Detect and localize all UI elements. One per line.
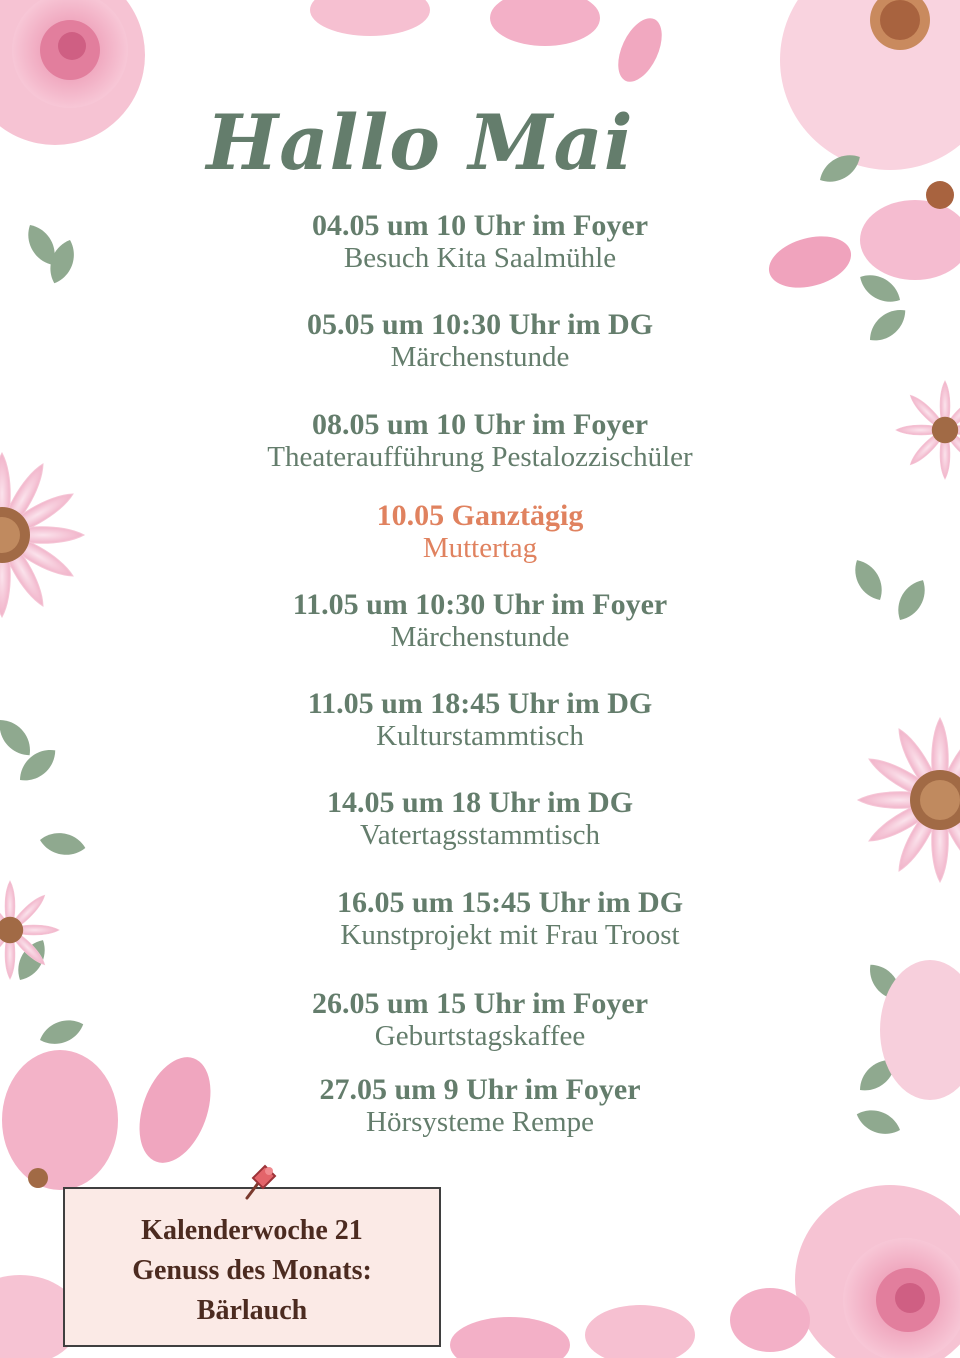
event-description: Theateraufführung Pestalozzischüler <box>267 441 693 473</box>
note-item: Bärlauch <box>196 1295 308 1326</box>
note-week: Kalenderwoche 21 <box>141 1215 363 1246</box>
event-item <box>210 887 810 951</box>
event-item <box>180 988 780 1052</box>
event-heading: 27.05 um 9 Uhr im Foyer <box>319 1073 641 1106</box>
event-heading: 11.05 um 18:45 Uhr im DG <box>307 687 653 720</box>
event-description: Märchenstunde <box>390 621 570 653</box>
blossom-top <box>310 0 671 88</box>
event-item <box>180 309 780 373</box>
note-label: Genuss des Monats: <box>132 1255 372 1286</box>
event-heading: 16.05 um 15:45 Uhr im DG <box>336 886 684 919</box>
daisy-right-small <box>896 381 960 479</box>
event-heading: 04.05 um 10 Uhr im Foyer <box>311 209 649 242</box>
event-heading: 14.05 um 18 Uhr im DG <box>326 786 634 819</box>
daisy-left <box>0 453 84 617</box>
daisy-right <box>858 718 960 882</box>
event-description: Kulturstammtisch <box>376 720 584 752</box>
event-description: Vatertagsstammtisch <box>359 819 600 851</box>
note-card <box>63 1187 441 1347</box>
event-item <box>180 1074 780 1138</box>
event-description: Besuch Kita Saalmühle <box>343 242 617 274</box>
event-description: Hörsysteme Rempe <box>366 1106 594 1138</box>
event-item <box>180 787 780 851</box>
page-title: Hallo Mai <box>206 98 634 187</box>
event-description: Kunstprojekt mit Frau Troost <box>340 919 680 951</box>
rose-bottom-right <box>795 1185 960 1358</box>
event-heading: 08.05 um 10 Uhr im Foyer <box>311 408 649 441</box>
event-item <box>180 688 780 752</box>
pushpin-icon <box>243 1162 279 1202</box>
event-heading: 26.05 um 15 Uhr im Foyer <box>311 987 649 1020</box>
event-heading: 05.05 um 10:30 Uhr im DG <box>306 308 654 341</box>
event-heading: 11.05 um 10:30 Uhr im Foyer <box>292 588 668 621</box>
event-description: Geburtstagskaffee <box>374 1020 586 1052</box>
event-item <box>180 409 780 473</box>
event-heading: 10.05 Ganztägig <box>376 499 584 532</box>
event-item <box>180 210 780 274</box>
blossom-bottom <box>450 1288 810 1358</box>
event-description: Märchenstunde <box>390 341 570 373</box>
event-item-highlight <box>180 500 780 564</box>
event-item <box>180 589 780 653</box>
event-description: Muttertag <box>422 532 538 564</box>
